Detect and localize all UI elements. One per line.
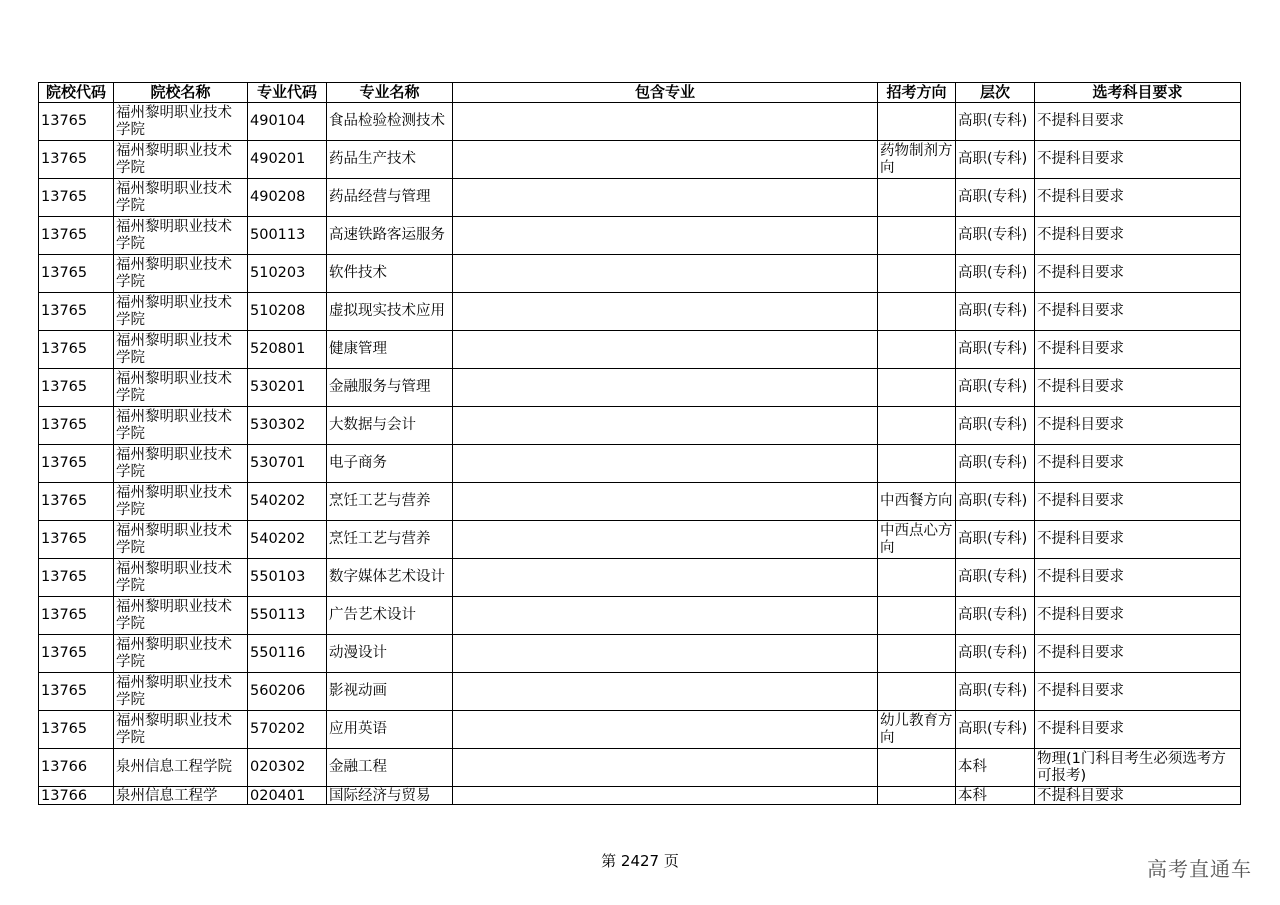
cell-direction: 中西餐方向 (878, 483, 956, 521)
table-row (39, 673, 1241, 711)
cell-included-majors (453, 407, 878, 445)
table-row (39, 293, 1241, 331)
cell-school-name: 福州黎明职业技术学院 (114, 445, 248, 483)
cell-school-code: 13765 (39, 179, 114, 217)
header-major-name: 专业名称 (327, 83, 453, 103)
cell-subject-requirement: 不提科目要求 (1035, 179, 1241, 217)
cell-school-name: 福州黎明职业技术学院 (114, 331, 248, 369)
cell-major-name: 药品经营与管理 (327, 179, 453, 217)
cell-school-code: 13765 (39, 369, 114, 407)
cell-included-majors (453, 787, 878, 805)
cell-school-name: 福州黎明职业技术学院 (114, 407, 248, 445)
cell-included-majors (453, 597, 878, 635)
cell-included-majors (453, 749, 878, 787)
cell-major-code: 530302 (248, 407, 327, 445)
cell-direction: 中西点心方向 (878, 521, 956, 559)
table-row (39, 635, 1241, 673)
table-row (39, 711, 1241, 749)
cell-school-code: 13765 (39, 331, 114, 369)
cell-school-name: 福州黎明职业技术学院 (114, 217, 248, 255)
cell-included-majors (453, 559, 878, 597)
cell-school-name: 福州黎明职业技术学院 (114, 483, 248, 521)
cell-school-name: 福州黎明职业技术学院 (114, 559, 248, 597)
cell-major-name: 动漫设计 (327, 635, 453, 673)
cell-school-code: 13766 (39, 749, 114, 787)
cell-included-majors (453, 521, 878, 559)
cell-included-majors (453, 141, 878, 179)
cell-level: 高职(专科) (956, 673, 1035, 711)
cell-major-name: 虚拟现实技术应用 (327, 293, 453, 331)
cell-included-majors (453, 445, 878, 483)
cell-major-code: 550113 (248, 597, 327, 635)
header-row (39, 83, 1241, 103)
table-row (39, 255, 1241, 293)
cell-subject-requirement: 不提科目要求 (1035, 711, 1241, 749)
cell-direction (878, 331, 956, 369)
cell-school-name: 福州黎明职业技术学院 (114, 179, 248, 217)
cell-major-code: 560206 (248, 673, 327, 711)
cell-included-majors (453, 331, 878, 369)
cell-direction (878, 407, 956, 445)
cell-major-code: 490208 (248, 179, 327, 217)
cell-major-code: 490201 (248, 141, 327, 179)
cell-level: 高职(专科) (956, 331, 1035, 369)
cell-subject-requirement: 不提科目要求 (1035, 673, 1241, 711)
table-row (39, 369, 1241, 407)
cell-school-code: 13765 (39, 559, 114, 597)
header-school-code: 院校代码 (39, 83, 114, 103)
header-major-code: 专业代码 (248, 83, 327, 103)
cell-major-name: 大数据与会计 (327, 407, 453, 445)
cell-school-name: 福州黎明职业技术学院 (114, 103, 248, 141)
cell-level: 本科 (956, 787, 1035, 805)
table-row (39, 787, 1241, 805)
cell-subject-requirement: 不提科目要求 (1035, 559, 1241, 597)
cell-major-code: 550103 (248, 559, 327, 597)
table-row (39, 749, 1241, 787)
cell-subject-requirement: 不提科目要求 (1035, 369, 1241, 407)
table-row (39, 559, 1241, 597)
cell-level: 高职(专科) (956, 103, 1035, 141)
cell-school-code: 13765 (39, 483, 114, 521)
cell-level: 高职(专科) (956, 369, 1035, 407)
cell-school-code: 13765 (39, 103, 114, 141)
cell-subject-requirement: 不提科目要求 (1035, 407, 1241, 445)
watermark-logo: 高考直通车 (1147, 857, 1252, 881)
cell-major-code: 530701 (248, 445, 327, 483)
cell-school-code: 13765 (39, 673, 114, 711)
table-body (39, 103, 1241, 805)
cell-school-name: 福州黎明职业技术学院 (114, 711, 248, 749)
cell-direction (878, 673, 956, 711)
header-level: 层次 (956, 83, 1035, 103)
cell-level: 高职(专科) (956, 445, 1035, 483)
cell-major-code: 570202 (248, 711, 327, 749)
cell-level: 高职(专科) (956, 179, 1035, 217)
cell-level: 高职(专科) (956, 483, 1035, 521)
cell-subject-requirement: 不提科目要求 (1035, 445, 1241, 483)
cell-school-name: 福州黎明职业技术学院 (114, 141, 248, 179)
cell-included-majors (453, 217, 878, 255)
cell-direction (878, 635, 956, 673)
admission-table (38, 82, 1241, 805)
cell-level: 高职(专科) (956, 711, 1035, 749)
cell-school-code: 13765 (39, 597, 114, 635)
cell-level: 高职(专科) (956, 255, 1035, 293)
cell-direction (878, 597, 956, 635)
cell-level: 高职(专科) (956, 635, 1035, 673)
cell-school-code: 13766 (39, 787, 114, 805)
cell-school-name: 泉州信息工程学院 (114, 749, 248, 787)
table-row (39, 217, 1241, 255)
cell-major-name: 广告艺术设计 (327, 597, 453, 635)
cell-direction (878, 293, 956, 331)
cell-school-name: 福州黎明职业技术学院 (114, 255, 248, 293)
cell-direction: 药物制剂方向 (878, 141, 956, 179)
cell-level: 高职(专科) (956, 217, 1035, 255)
cell-level: 高职(专科) (956, 407, 1035, 445)
cell-school-code: 13765 (39, 293, 114, 331)
cell-major-code: 020401 (248, 787, 327, 805)
cell-subject-requirement: 不提科目要求 (1035, 255, 1241, 293)
cell-subject-requirement: 不提科目要求 (1035, 635, 1241, 673)
cell-school-code: 13765 (39, 521, 114, 559)
cell-level: 高职(专科) (956, 521, 1035, 559)
cell-major-code: 540202 (248, 483, 327, 521)
cell-major-name: 高速铁路客运服务 (327, 217, 453, 255)
cell-major-code: 020302 (248, 749, 327, 787)
cell-school-code: 13765 (39, 141, 114, 179)
cell-subject-requirement: 不提科目要求 (1035, 787, 1241, 805)
table-row (39, 103, 1241, 141)
cell-subject-requirement: 不提科目要求 (1035, 103, 1241, 141)
cell-major-code: 530201 (248, 369, 327, 407)
cell-subject-requirement: 物理(1门科目考生必须选考方可报考) (1035, 749, 1241, 787)
cell-direction (878, 559, 956, 597)
cell-direction: 幼儿教育方向 (878, 711, 956, 749)
cell-major-name: 药品生产技术 (327, 141, 453, 179)
cell-school-name: 福州黎明职业技术学院 (114, 597, 248, 635)
cell-major-code: 510208 (248, 293, 327, 331)
cell-major-name: 烹饪工艺与营养 (327, 483, 453, 521)
table-row (39, 179, 1241, 217)
cell-subject-requirement: 不提科目要求 (1035, 293, 1241, 331)
cell-major-name: 影视动画 (327, 673, 453, 711)
cell-included-majors (453, 255, 878, 293)
cell-major-code: 540202 (248, 521, 327, 559)
cell-direction (878, 369, 956, 407)
cell-direction (878, 787, 956, 805)
cell-major-name: 健康管理 (327, 331, 453, 369)
cell-direction (878, 445, 956, 483)
cell-included-majors (453, 103, 878, 141)
header-school-name: 院校名称 (114, 83, 248, 103)
cell-major-code: 500113 (248, 217, 327, 255)
cell-subject-requirement: 不提科目要求 (1035, 331, 1241, 369)
cell-school-name: 福州黎明职业技术学院 (114, 293, 248, 331)
table-row (39, 331, 1241, 369)
cell-subject-requirement: 不提科目要求 (1035, 141, 1241, 179)
cell-school-code: 13765 (39, 711, 114, 749)
cell-school-code: 13765 (39, 217, 114, 255)
page-number: 第 2427 页 (601, 852, 679, 870)
cell-included-majors (453, 293, 878, 331)
table-row (39, 141, 1241, 179)
cell-subject-requirement: 不提科目要求 (1035, 597, 1241, 635)
cell-included-majors (453, 179, 878, 217)
cell-level: 本科 (956, 749, 1035, 787)
table-row (39, 597, 1241, 635)
table-row (39, 407, 1241, 445)
cell-major-name: 国际经济与贸易 (327, 787, 453, 805)
cell-major-name: 软件技术 (327, 255, 453, 293)
cell-direction (878, 179, 956, 217)
cell-school-code: 13765 (39, 445, 114, 483)
cell-included-majors (453, 483, 878, 521)
cell-school-code: 13765 (39, 255, 114, 293)
cell-school-code: 13765 (39, 635, 114, 673)
cell-major-code: 520801 (248, 331, 327, 369)
cell-subject-requirement: 不提科目要求 (1035, 217, 1241, 255)
cell-school-name: 福州黎明职业技术学院 (114, 635, 248, 673)
cell-level: 高职(专科) (956, 293, 1035, 331)
table-row (39, 445, 1241, 483)
cell-major-name: 金融工程 (327, 749, 453, 787)
header-direction: 招考方向 (878, 83, 956, 103)
table-row (39, 521, 1241, 559)
table-row (39, 483, 1241, 521)
cell-included-majors (453, 711, 878, 749)
cell-school-name: 福州黎明职业技术学院 (114, 521, 248, 559)
cell-direction (878, 103, 956, 141)
header-subject-requirement: 选考科目要求 (1035, 83, 1241, 103)
cell-major-name: 应用英语 (327, 711, 453, 749)
cell-level: 高职(专科) (956, 141, 1035, 179)
cell-direction (878, 749, 956, 787)
cell-major-code: 510203 (248, 255, 327, 293)
header-included-majors: 包含专业 (453, 83, 878, 103)
cell-major-code: 550116 (248, 635, 327, 673)
cell-school-name: 泉州信息工程学 (114, 787, 248, 805)
cell-direction (878, 255, 956, 293)
cell-included-majors (453, 673, 878, 711)
cell-major-name: 食品检验检测技术 (327, 103, 453, 141)
cell-subject-requirement: 不提科目要求 (1035, 483, 1241, 521)
cell-level: 高职(专科) (956, 559, 1035, 597)
cell-level: 高职(专科) (956, 597, 1035, 635)
cell-major-name: 电子商务 (327, 445, 453, 483)
cell-major-name: 金融服务与管理 (327, 369, 453, 407)
cell-school-name: 福州黎明职业技术学院 (114, 369, 248, 407)
cell-included-majors (453, 635, 878, 673)
cell-direction (878, 217, 956, 255)
cell-school-name: 福州黎明职业技术学院 (114, 673, 248, 711)
cell-included-majors (453, 369, 878, 407)
cell-subject-requirement: 不提科目要求 (1035, 521, 1241, 559)
cell-major-name: 烹饪工艺与营养 (327, 521, 453, 559)
cell-school-code: 13765 (39, 407, 114, 445)
cell-major-name: 数字媒体艺术设计 (327, 559, 453, 597)
cell-major-code: 490104 (248, 103, 327, 141)
